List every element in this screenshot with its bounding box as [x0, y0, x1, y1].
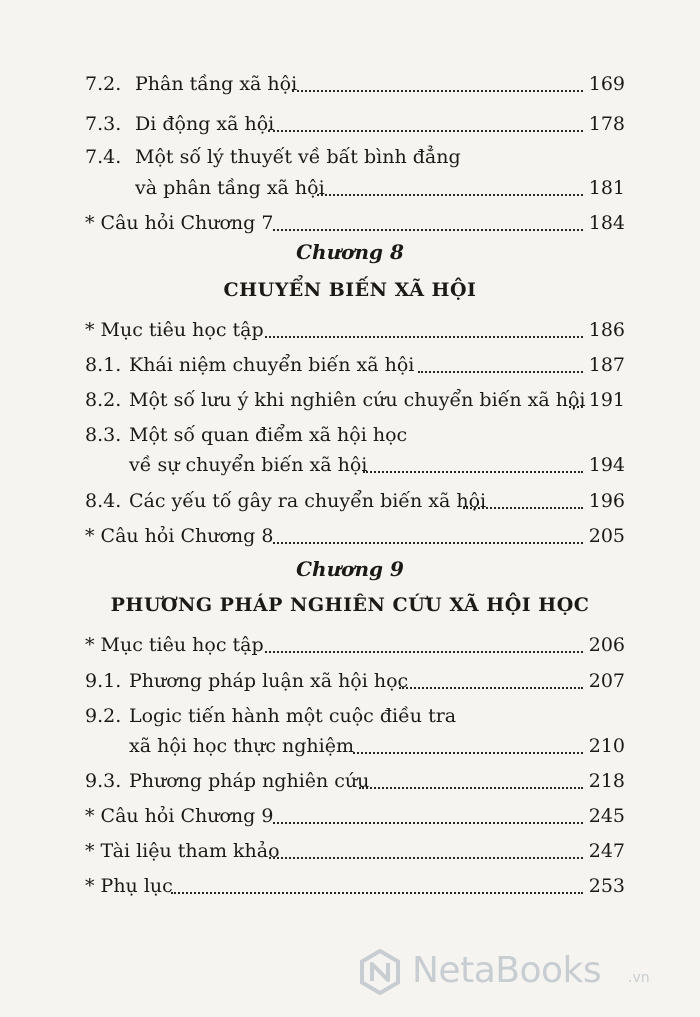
- dot-leader: [418, 371, 583, 373]
- toc-entry-objectives-8: [85, 314, 625, 346]
- dot-leader: [273, 822, 583, 824]
- dot-leader: [171, 892, 583, 894]
- dot-leader: [399, 687, 583, 689]
- entry-page: 205: [588, 525, 625, 547]
- dot-leader: [569, 406, 583, 408]
- toc-entry-8-3-line2: [85, 449, 625, 481]
- toc-entry-questions-9: [85, 800, 625, 832]
- toc-entry-9-1: [85, 665, 625, 697]
- entry-title: Một số lý thuyết về bất bình đẳng: [135, 146, 461, 168]
- toc-entry-questions-8: [85, 520, 625, 552]
- toc-entry-7-4-line1: [85, 141, 625, 173]
- dot-leader: [463, 507, 583, 509]
- entry-title: Một số lưu ý khi nghiên cứu chuyển biến xã hội: [129, 389, 586, 411]
- netabooks-watermark: [356, 948, 676, 998]
- entry-number: 8.2.: [85, 389, 122, 411]
- dot-leader: [265, 336, 583, 338]
- toc-entry-7-2: [85, 68, 625, 100]
- entry-title: * Câu hỏi Chương 7: [85, 212, 274, 234]
- dot-leader: [353, 752, 583, 754]
- toc-entry-8-2: [85, 384, 625, 416]
- entry-number: 8.3.: [85, 424, 122, 446]
- entry-title-cont: xã hội học thực nghiệm: [129, 735, 354, 757]
- entry-number: 9.3.: [85, 770, 122, 792]
- toc-entry-references: [85, 835, 625, 867]
- toc-entry-7-3: [85, 108, 625, 140]
- toc-entry-questions-7: [85, 207, 625, 239]
- entry-title: * Phụ lục: [85, 875, 173, 897]
- entry-page: 210: [588, 735, 625, 757]
- entry-title: * Tài liệu tham khảo: [85, 840, 280, 862]
- entry-page: 184: [588, 212, 625, 234]
- entry-title: Khái niệm chuyển biến xã hội: [129, 354, 415, 376]
- entry-title: Di động xã hội: [135, 113, 275, 135]
- entry-page: 186: [588, 319, 625, 341]
- toc-entry-8-4: [85, 485, 625, 517]
- dot-leader: [273, 229, 583, 231]
- chapter-9-label: Chương 9: [296, 557, 404, 581]
- entry-number: 9.2.: [85, 705, 122, 727]
- entry-title: Logic tiến hành một cuộc điều tra: [129, 705, 457, 727]
- watermark-name: NetaBooks: [412, 950, 602, 991]
- entry-page: 194: [588, 454, 625, 476]
- dot-leader: [268, 130, 583, 132]
- entry-number: 8.1.: [85, 354, 122, 376]
- entry-page: 169: [588, 73, 625, 95]
- entry-title-cont: và phân tầng xã hội: [135, 177, 325, 199]
- toc-entry-9-2-line1: [85, 700, 625, 732]
- watermark-tld: .vn: [628, 970, 650, 986]
- entry-title: Phương pháp nghiên cứu: [129, 770, 370, 792]
- toc-entry-appendix: [85, 870, 625, 902]
- toc-entry-9-3: [85, 765, 625, 797]
- dot-leader: [363, 471, 583, 473]
- entry-title: * Mục tiêu học tập: [85, 634, 264, 656]
- dot-leader: [269, 857, 583, 859]
- entry-title: * Mục tiêu học tập: [85, 319, 264, 341]
- toc-entry-7-4-line2: [85, 172, 625, 204]
- toc-entry-objectives-9: [85, 629, 625, 661]
- entry-page: 187: [588, 354, 625, 376]
- entry-page: 206: [588, 634, 625, 656]
- entry-number: 9.1.: [85, 670, 122, 692]
- entry-page: 253: [588, 875, 625, 897]
- entry-page: 247: [588, 840, 625, 862]
- entry-number: 7.3.: [85, 113, 122, 135]
- entry-page: 218: [588, 770, 625, 792]
- entry-page: 191: [588, 389, 625, 411]
- chapter-9-title: PHƯƠNG PHÁP NGHIÊN CỨU XÃ HỘI HỌC: [110, 594, 590, 616]
- dot-leader: [273, 542, 583, 544]
- entry-title: * Câu hỏi Chương 8: [85, 525, 274, 547]
- netabooks-logo-icon: [356, 948, 404, 996]
- toc-entry-8-1: [85, 349, 625, 381]
- entry-title: Các yếu tố gây ra chuyển biến xã hội: [129, 490, 487, 512]
- entry-title: * Câu hỏi Chương 9: [85, 805, 274, 827]
- dot-leader: [265, 651, 583, 653]
- entry-page: 181: [588, 177, 625, 199]
- dot-leader: [292, 90, 583, 92]
- entry-page: 178: [588, 113, 625, 135]
- toc-entry-8-3-line1: [85, 419, 625, 451]
- entry-title: Một số quan điểm xã hội học: [129, 424, 408, 446]
- dot-leader: [317, 194, 583, 196]
- entry-number: 8.4.: [85, 490, 122, 512]
- entry-page: 245: [588, 805, 625, 827]
- chapter-8-label: Chương 8: [296, 240, 404, 264]
- entry-page: 207: [588, 670, 625, 692]
- entry-page: 196: [588, 490, 625, 512]
- entry-title-cont: về sự chuyển biến xã hội: [129, 454, 368, 476]
- entry-number: 7.4.: [85, 146, 122, 168]
- chapter-8-title: CHUYỂN BIẾN XÃ HỘI: [223, 279, 477, 301]
- entry-title: Phân tầng xã hội: [135, 73, 298, 95]
- dot-leader: [359, 787, 583, 789]
- entry-title: Phương pháp luận xã hội học: [129, 670, 409, 692]
- entry-number: 7.2.: [85, 73, 122, 95]
- toc-entry-9-2-line2: [85, 730, 625, 762]
